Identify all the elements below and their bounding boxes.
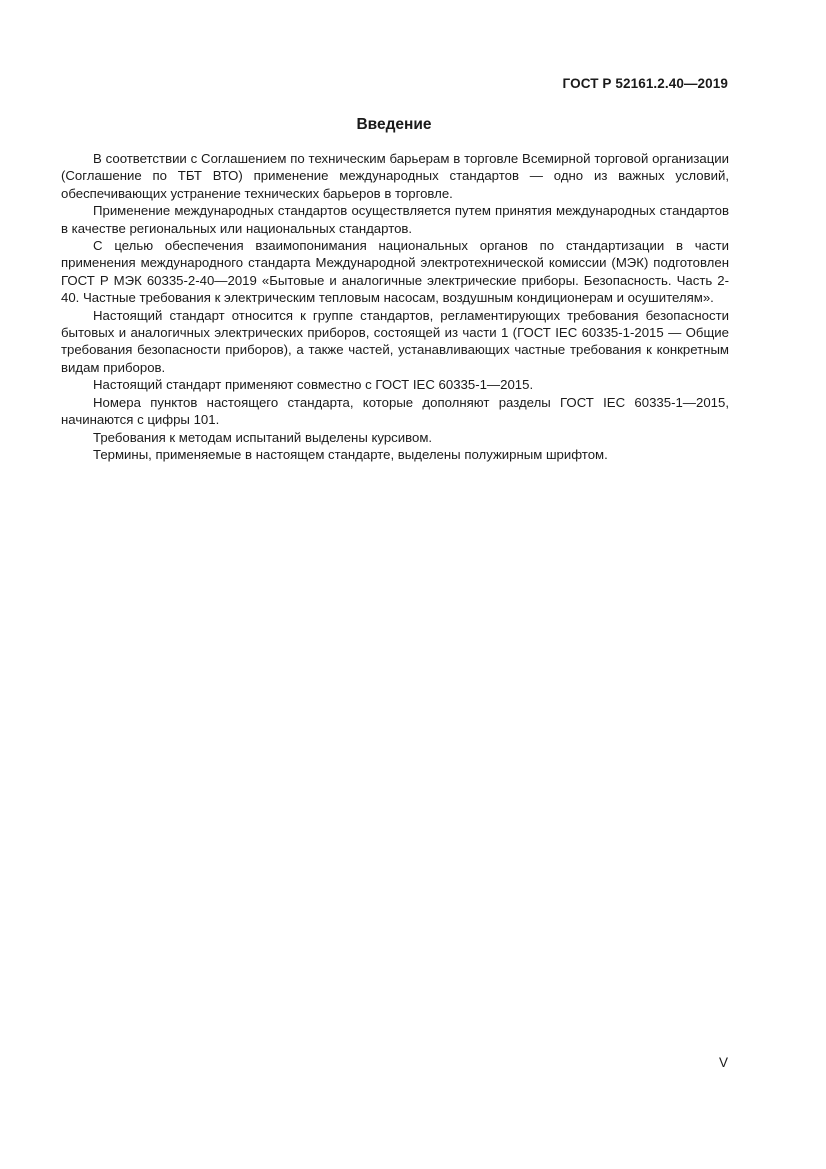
paragraph-international-standards: Применение международных стандартов осуществляется путем принятия международных стандартов в качестве региональных или национальных стандартов. [61,203,729,236]
page-number: V [718,1055,728,1070]
paragraph-terms: Термины, применяемые в настоящем стандарте, выделены полужирным шрифтом. [93,446,608,462]
paragraph-iec-standard: С целью обеспечения взаимопонимания национальных органов по стандартизации в части применения международного стандарта Международной электротехнической комиссии (МЭК) подготовлен ГОСТ Р МЭК 60335-2-40—2019 «Бытовые и аналогичные электрические приборы. Безопасность. Часть 2-40. Частные требования к электрическим тепловым насосам, воздушным кондиционерам и осушителям». [61,238,729,306]
paragraph-joint-use: Настоящий стандарт применяют совместно с ГОСТ IEC 60335-1—2015. [93,377,534,393]
document-code: ГОСТ Р 52161.2.40—2019 [562,76,728,91]
paragraph-standard-group: Настоящий стандарт относится к группе стандартов, регламентирующих требования безопасности бытовых и аналогичных электрических приборов, состоящей из части 1 (ГОСТ IEC 60335-1-2015 — Общие требования безопасности приборов), а также частей, устанавливающих частные требования к конкретным видам приборов. [61,307,729,375]
introduction-body [61,150,729,463]
section-title: Введение [356,116,432,133]
paragraph-clause-numbering: Номера пунктов настоящего стандарта, которые дополняют разделы ГОСТ IEC 60335-1—2015, начинаются с цифры 101. [61,394,729,428]
paragraph-test-methods: Требования к методам испытаний выделены курсивом. [93,429,433,445]
paragraph-wto-agreement: В соответствии с Соглашением по техническим барьерам в торговле Всемирной торговой организации (Соглашение по ТБТ ВТО) применение международных стандартов — одно из важных условий, обеспечивающих устранение технических барьеров в торговле. [61,151,729,201]
